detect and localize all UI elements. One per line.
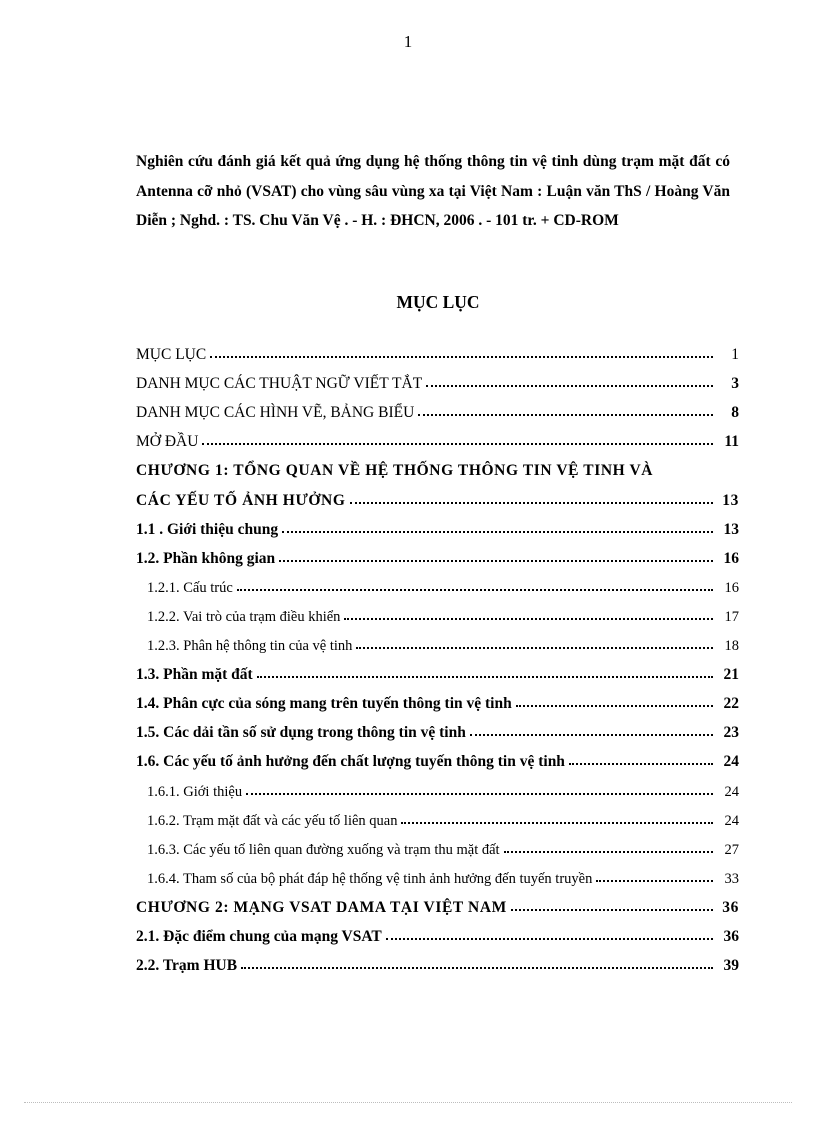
toc-entry-title: 1.6.4. Tham số của bộ phát đáp hệ thống vệ tinh ảnh hưởng đến tuyến truyền bbox=[147, 870, 593, 887]
toc-entry-title: 1.5. Các dải tần số sử dụng trong thông tin vệ tinh bbox=[136, 724, 466, 742]
toc-entry[interactable] bbox=[136, 393, 739, 422]
bibliographic-citation: Nghiên cứu đánh giá kết quả ứng dụng hệ thống thông tin vệ tinh dùng trạm mặt đất có Antenna cỡ nhỏ (VSAT) cho vùng sâu vùng xa tại Việt Nam : Luận văn ThS / Hoàng Văn Diễn ; Nghd. : TS. Chu Văn Vệ . - H. : ĐHCN, 2006 . - 101 tr. + CD-ROM bbox=[136, 153, 730, 229]
toc-entry-title: 2.1. Đặc điểm chung của mạng VSAT bbox=[136, 927, 382, 945]
toc-entry-page: 8 bbox=[731, 404, 739, 422]
toc-leader bbox=[386, 937, 713, 940]
toc-leader bbox=[470, 733, 713, 736]
toc-leader bbox=[356, 646, 713, 649]
toc-leader bbox=[241, 966, 713, 969]
toc-entry-title: 1.6.1. Giới thiệu bbox=[147, 783, 243, 800]
toc-leader bbox=[282, 530, 713, 533]
toc-entry-title: 1.4. Phân cực của sóng mang trên tuyến thông tin vệ tinh bbox=[136, 695, 512, 713]
toc-entry-page: 17 bbox=[724, 608, 739, 625]
toc-entry-title: 1.2. Phần không gian bbox=[136, 549, 276, 567]
toc-entry[interactable] bbox=[136, 801, 739, 830]
page-number: 1 bbox=[403, 32, 413, 51]
toc-leader bbox=[344, 617, 713, 620]
toc-entry-page: 36 bbox=[723, 927, 739, 945]
toc-leader bbox=[202, 442, 713, 445]
toc-entry-title: 1.6. Các yếu tố ảnh hưởng đến chất lượng tuyến thông tin vệ tinh bbox=[136, 753, 565, 771]
toc-entry-page: 39 bbox=[723, 957, 739, 975]
toc-entry-title: CHƯƠNG 2: MẠNG VSAT DAMA TẠI VIỆT NAM bbox=[136, 898, 507, 916]
toc-entry[interactable] bbox=[136, 597, 739, 626]
toc-leader bbox=[237, 588, 713, 591]
toc-leader bbox=[401, 821, 713, 824]
toc-entry[interactable] bbox=[136, 713, 739, 742]
toc-entry-page: 1 bbox=[731, 346, 739, 364]
toc-entry-page: 11 bbox=[724, 433, 739, 451]
toc-leader bbox=[569, 762, 713, 765]
toc-entry[interactable] bbox=[136, 335, 739, 364]
toc-entry[interactable] bbox=[136, 859, 739, 888]
toc-entry-title: 1.6.3. Các yếu tố liên quan đường xuống và trạm thu mặt đất bbox=[147, 841, 500, 858]
toc-entry-title: MỞ ĐẦU bbox=[136, 433, 199, 451]
toc-leader bbox=[426, 384, 713, 387]
page-footer-rule bbox=[24, 1102, 792, 1103]
toc-entry-page: 27 bbox=[724, 841, 739, 858]
toc-entry[interactable] bbox=[136, 742, 739, 771]
toc-entry[interactable] bbox=[136, 480, 739, 509]
toc-entry-page: 21 bbox=[723, 666, 739, 684]
toc-leader bbox=[350, 501, 714, 504]
toc-leader bbox=[210, 355, 713, 358]
toc-entry-page: 36 bbox=[722, 898, 739, 916]
toc-entry-page: 24 bbox=[724, 812, 739, 829]
toc-entry-page: 13 bbox=[723, 520, 739, 538]
toc-entry[interactable] bbox=[136, 946, 739, 975]
toc-entry-page: 3 bbox=[731, 375, 739, 393]
toc-entry-page: 22 bbox=[723, 695, 739, 713]
toc-leader bbox=[516, 704, 713, 707]
toc-entry[interactable] bbox=[136, 510, 739, 539]
toc-entry-title: 1.2.1. Cấu trúc bbox=[147, 579, 233, 596]
toc-entry-title: 1.2.2. Vai trò của trạm điều khiển bbox=[147, 608, 341, 625]
toc-entry[interactable] bbox=[136, 539, 739, 568]
toc-entry-page: 18 bbox=[724, 638, 739, 655]
toc-entry[interactable] bbox=[136, 888, 739, 917]
toc-entry-title: DANH MỤC CÁC THUẬT NGỮ VIẾT TẮT bbox=[136, 375, 423, 393]
toc-entry-title: DANH MỤC CÁC HÌNH VẼ, BẢNG BIỂU bbox=[136, 404, 415, 422]
toc-entry-page: 13 bbox=[722, 491, 739, 509]
toc-entry-page: 24 bbox=[724, 783, 739, 800]
toc-entry[interactable] bbox=[136, 568, 739, 597]
toc-entry[interactable] bbox=[136, 364, 739, 393]
toc-entry-page: 24 bbox=[723, 753, 739, 771]
toc-leader bbox=[246, 792, 713, 795]
toc-entry-title: CÁC YẾU TỐ ẢNH HƯỞNG bbox=[136, 491, 346, 509]
toc-entry[interactable] bbox=[136, 626, 739, 655]
toc-entry[interactable] bbox=[136, 422, 739, 451]
toc-leader bbox=[596, 879, 713, 882]
toc-leader bbox=[279, 559, 713, 562]
toc-entry-title: 1.6.2. Trạm mặt đất và các yếu tố liên quan bbox=[147, 812, 398, 829]
toc-entry-title: MỤC LỤC bbox=[136, 346, 207, 364]
toc-entry-title: 1.1 . Giới thiệu chung bbox=[136, 520, 279, 538]
toc-leader bbox=[504, 850, 713, 853]
toc-chapter-title-line[interactable]: CHƯƠNG 1: TỔNG QUAN VỀ HỆ THỐNG THÔNG TIN VỆ TINH VÀ bbox=[136, 462, 654, 480]
toc-entry-title: 1.2.3. Phân hệ thông tin của vệ tinh bbox=[147, 638, 353, 655]
table-of-contents bbox=[136, 335, 739, 975]
toc-leader bbox=[257, 675, 713, 678]
toc-entry[interactable] bbox=[136, 655, 739, 684]
toc-entry-page: 23 bbox=[723, 724, 739, 742]
toc-heading: MỤC LỤC bbox=[396, 292, 480, 312]
toc-entry-title: 2.2. Trạm HUB bbox=[136, 957, 238, 975]
toc-entry[interactable] bbox=[136, 917, 739, 946]
toc-entry-page: 33 bbox=[724, 870, 739, 887]
toc-entry[interactable] bbox=[136, 771, 739, 800]
toc-entry[interactable] bbox=[136, 684, 739, 713]
toc-leader bbox=[511, 908, 713, 911]
toc-entry-page: 16 bbox=[723, 549, 739, 567]
toc-entry-page: 16 bbox=[724, 579, 739, 596]
toc-entry-title: 1.3. Phần mặt đất bbox=[136, 666, 253, 684]
toc-leader bbox=[418, 413, 713, 416]
toc-entry[interactable] bbox=[136, 830, 739, 859]
